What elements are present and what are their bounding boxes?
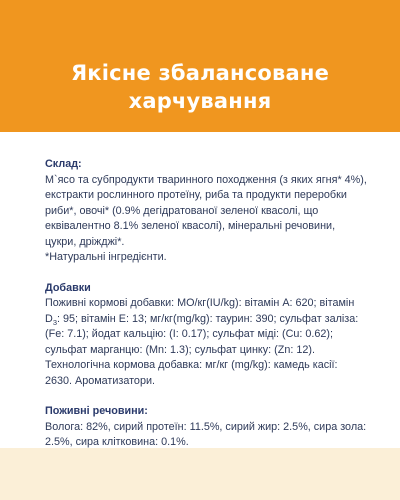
- bottom-band: [0, 448, 400, 500]
- page-title-line-1: Якісне збалансоване: [70, 61, 330, 85]
- nutrients-section: [45, 404, 367, 451]
- header-banner: [0, 0, 400, 132]
- page-title-line-2: харчування: [128, 89, 272, 113]
- nutrients-title: Поживні речовини:: [45, 405, 148, 417]
- additives-text-part-1: Поживні кормові добавки: МО/кг(IU/kg): вітамін А: 620; вітамін D: [45, 297, 355, 325]
- product-info: [45, 157, 367, 466]
- composition-section: [45, 157, 367, 266]
- nutrients-text: Волога: 82%, сирий протеїн: 11.5%, сирий жир: 2.5%, сира зола: 2.5%, сира клітковина: 0.1%.: [45, 420, 367, 448]
- additives-text-part-2: : 95; вітамін Е: 13; мг/кг(mg/kg): таурин: 390; сульфат заліза: (Fe: 7.1); йодат кальцію: (І: 0.17); сульфат міді: (Cu: 0.62); сульфат марганцю: (Mn: 1.3); сульфат цинку: (Zn: 12). Технологічна кормова добавка: мг/кг (mg/kg): камедь касії: 2630. Ароматизатори.: [45, 312, 359, 387]
- composition-text: М`ясо та субпродукти тваринного походження (з яких ягня* 4%), екстракти рослинного протеїну, риба та продукти переробки риби*, овочі* (0.9% дегідратованої зеленої квасолі, що еквівалентно 8.1% зеленої квасолі), мінеральні речовини, цукри, дріжджі*.: [45, 173, 367, 248]
- page-title: [0, 59, 400, 115]
- additives-subscript: 3: [52, 317, 57, 327]
- additives-section: [45, 281, 367, 390]
- additives-text: [45, 296, 367, 389]
- composition-title: Склад:: [45, 158, 82, 170]
- composition-note: *Натуральні інгредієнти.: [45, 251, 167, 263]
- additives-title: Добавки: [45, 281, 91, 294]
